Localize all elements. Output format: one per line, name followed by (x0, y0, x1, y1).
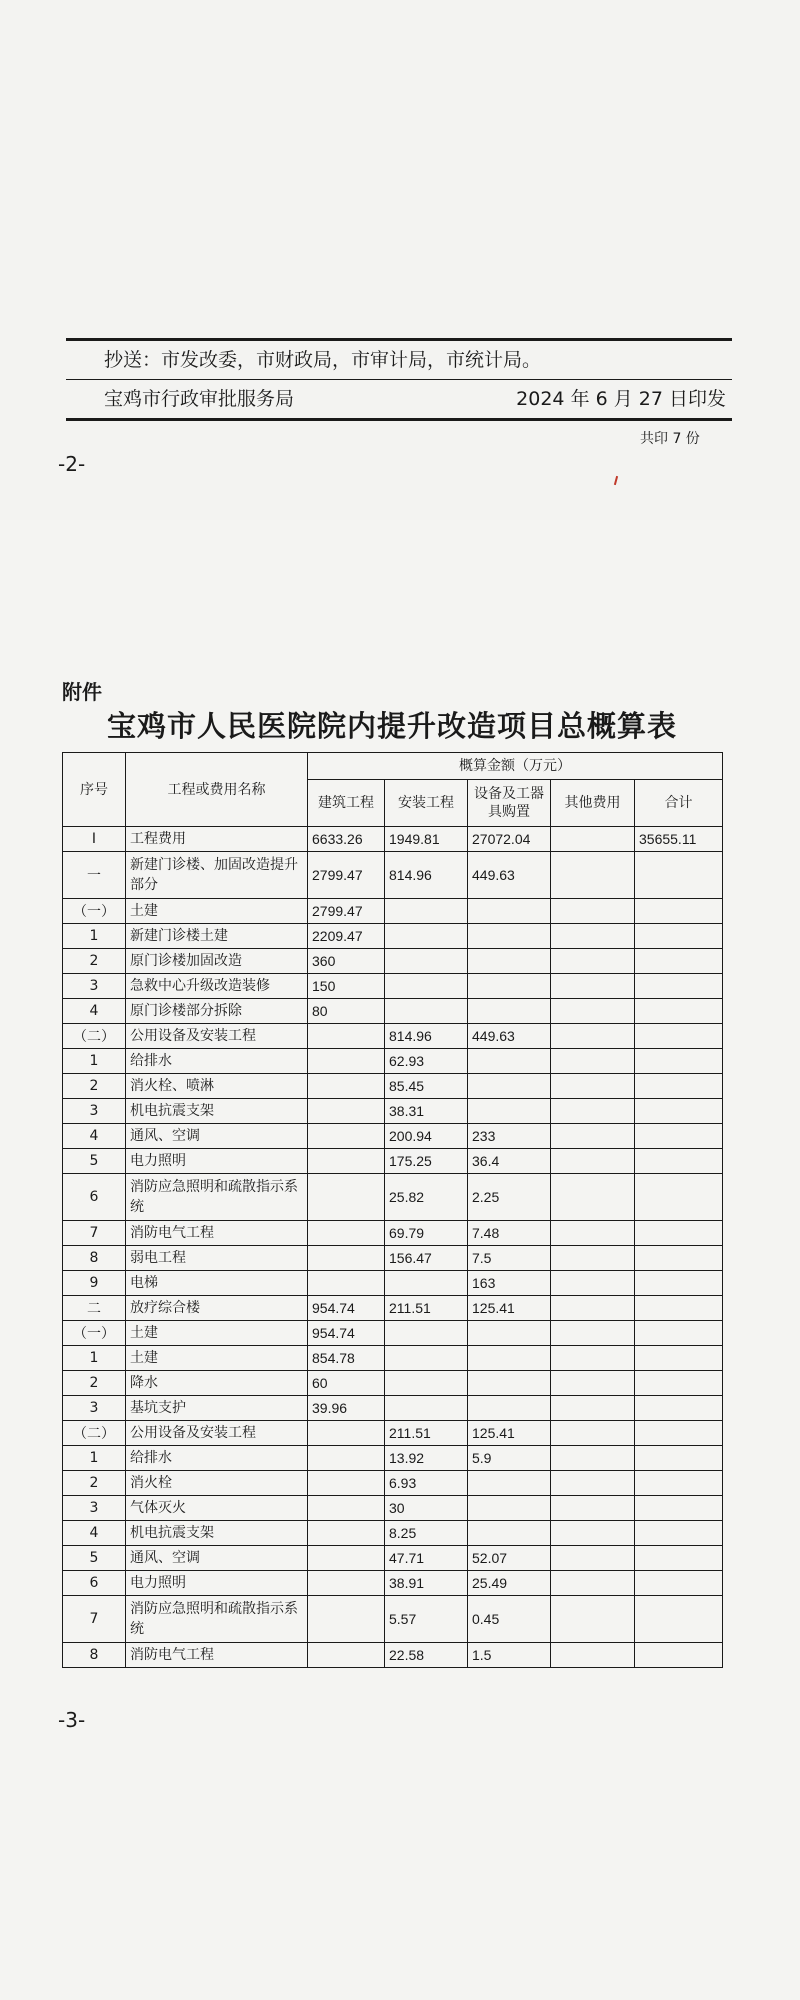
header-install: 安装工程 (385, 780, 468, 827)
cell-total (635, 1124, 723, 1149)
cell-install: 38.91 (385, 1571, 468, 1596)
cell-equip (468, 1099, 551, 1124)
cell-install: 62.93 (385, 1049, 468, 1074)
cell-build (308, 1246, 385, 1271)
copies-count: 共印 7 份 (640, 431, 700, 447)
cell-equip: 233 (468, 1124, 551, 1149)
cell-seq: 一 (63, 852, 126, 899)
cell-equip (468, 1396, 551, 1421)
table-row (63, 999, 723, 1024)
cell-equip: 0.45 (468, 1596, 551, 1643)
cell-install (385, 1321, 468, 1346)
cell-total (635, 1321, 723, 1346)
cell-seq: 5 (63, 1546, 126, 1571)
cell-other (551, 1221, 635, 1246)
cell-name: 消防应急照明和疏散指示系统 (126, 1174, 308, 1221)
cell-total (635, 1396, 723, 1421)
cell-total (635, 1596, 723, 1643)
cell-total (635, 1421, 723, 1446)
cell-other (551, 1471, 635, 1496)
cell-other (551, 1296, 635, 1321)
cell-seq: 3 (63, 1396, 126, 1421)
cell-name: 给排水 (126, 1049, 308, 1074)
header-seq: 序号 (63, 753, 126, 827)
cell-total (635, 1271, 723, 1296)
cell-seq: 4 (63, 1521, 126, 1546)
cell-other (551, 1346, 635, 1371)
cell-name: 新建门诊楼、加固改造提升部分 (126, 852, 308, 899)
table-row (63, 1099, 723, 1124)
cell-equip (468, 1496, 551, 1521)
table-row (63, 949, 723, 974)
cell-total (635, 1024, 723, 1049)
document-title: 宝鸡市人民医院院内提升改造项目总概算表 (106, 709, 677, 743)
cell-seq: 2 (63, 1471, 126, 1496)
cell-name: 机电抗震支架 (126, 1099, 308, 1124)
table-row (63, 1024, 723, 1049)
table-row (63, 1571, 723, 1596)
cell-total (635, 1346, 723, 1371)
cell-seq: 2 (63, 1371, 126, 1396)
cell-equip: 27072.04 (468, 827, 551, 852)
table-row (63, 1149, 723, 1174)
cell-other (551, 924, 635, 949)
table-row (63, 899, 723, 924)
cell-seq: 1 (63, 1049, 126, 1074)
cell-install (385, 1371, 468, 1396)
cell-name: 公用设备及安装工程 (126, 1024, 308, 1049)
cell-equip (468, 1346, 551, 1371)
cell-total (635, 852, 723, 899)
table-row (63, 1074, 723, 1099)
cell-total (635, 1371, 723, 1396)
cell-seq: 二 (63, 1296, 126, 1321)
cell-seq: （一） (63, 1321, 126, 1346)
cell-total: 35655.11 (635, 827, 723, 852)
cell-install (385, 899, 468, 924)
cell-equip: 449.63 (468, 852, 551, 899)
cell-total (635, 1471, 723, 1496)
table-row (63, 1521, 723, 1546)
table-row (63, 924, 723, 949)
cell-seq: 9 (63, 1271, 126, 1296)
cell-other (551, 1174, 635, 1221)
table-row (63, 1421, 723, 1446)
cell-build (308, 1024, 385, 1049)
cell-build (308, 1496, 385, 1521)
cell-total (635, 1496, 723, 1521)
table-row (63, 1221, 723, 1246)
cell-other (551, 1446, 635, 1471)
cell-seq: 1 (63, 924, 126, 949)
cell-equip (468, 1074, 551, 1099)
table-row (63, 1496, 723, 1521)
cell-other (551, 1571, 635, 1596)
cell-seq: 7 (63, 1596, 126, 1643)
header-total: 合计 (635, 780, 723, 827)
table-row (63, 1296, 723, 1321)
cell-install (385, 949, 468, 974)
cell-total (635, 1099, 723, 1124)
cell-other (551, 852, 635, 899)
cell-build (308, 1099, 385, 1124)
cell-install: 156.47 (385, 1246, 468, 1271)
cell-name: 消火栓、喷淋 (126, 1074, 308, 1099)
cell-other (551, 1149, 635, 1174)
cell-name: 给排水 (126, 1446, 308, 1471)
cell-equip (468, 1321, 551, 1346)
table-row (63, 1446, 723, 1471)
cell-build: 954.74 (308, 1296, 385, 1321)
cell-name: 弱电工程 (126, 1246, 308, 1271)
cell-total (635, 899, 723, 924)
cell-other (551, 1496, 635, 1521)
cell-equip: 52.07 (468, 1546, 551, 1571)
table-row (63, 1596, 723, 1643)
cell-build (308, 1643, 385, 1668)
table-row (63, 1271, 723, 1296)
cell-total (635, 949, 723, 974)
cell-total (635, 1446, 723, 1471)
cell-name: 土建 (126, 1321, 308, 1346)
cell-build: 2209.47 (308, 924, 385, 949)
cell-install (385, 1346, 468, 1371)
cell-seq: （二） (63, 1421, 126, 1446)
cell-build (308, 1124, 385, 1149)
cell-name: 工程费用 (126, 827, 308, 852)
header-build: 建筑工程 (308, 780, 385, 827)
cell-install (385, 1396, 468, 1421)
cell-install: 85.45 (385, 1074, 468, 1099)
bottom-rule (66, 418, 732, 421)
cell-other (551, 1421, 635, 1446)
cell-build: 80 (308, 999, 385, 1024)
table-row (63, 1346, 723, 1371)
cell-build (308, 1446, 385, 1471)
cell-seq: 2 (63, 1074, 126, 1099)
cell-build: 150 (308, 974, 385, 999)
cell-seq: （二） (63, 1024, 126, 1049)
table-row (63, 974, 723, 999)
cell-name: 原门诊楼部分拆除 (126, 999, 308, 1024)
cell-other (551, 1321, 635, 1346)
cell-install: 69.79 (385, 1221, 468, 1246)
cell-other (551, 1546, 635, 1571)
table-row (63, 1049, 723, 1074)
cell-equip: 1.5 (468, 1643, 551, 1668)
cell-equip (468, 1371, 551, 1396)
cell-seq: （一） (63, 899, 126, 924)
cell-build (308, 1271, 385, 1296)
cell-other (551, 1521, 635, 1546)
cell-total (635, 999, 723, 1024)
table-row (63, 1471, 723, 1496)
cell-name: 电梯 (126, 1271, 308, 1296)
cell-equip (468, 1049, 551, 1074)
cell-equip (468, 924, 551, 949)
cell-equip: 163 (468, 1271, 551, 1296)
cell-install: 211.51 (385, 1421, 468, 1446)
cell-build (308, 1571, 385, 1596)
table-row (63, 1371, 723, 1396)
cell-name: 通风、空调 (126, 1546, 308, 1571)
cell-other (551, 1099, 635, 1124)
header-row-1 (63, 753, 723, 780)
cell-other (551, 1596, 635, 1643)
cell-install: 200.94 (385, 1124, 468, 1149)
cell-other (551, 1396, 635, 1421)
cell-other (551, 1074, 635, 1099)
cell-name: 电力照明 (126, 1571, 308, 1596)
cell-seq: 5 (63, 1149, 126, 1174)
cell-equip: 125.41 (468, 1296, 551, 1321)
cell-install: 211.51 (385, 1296, 468, 1321)
cell-equip (468, 974, 551, 999)
cell-seq: 3 (63, 974, 126, 999)
header-equip: 设备及工器具购置 (468, 780, 551, 827)
page-number-3: -3- (58, 1708, 86, 1732)
budget-table (62, 752, 723, 1668)
cell-build: 2799.47 (308, 852, 385, 899)
cell-other (551, 1024, 635, 1049)
cell-build (308, 1596, 385, 1643)
cell-other (551, 1271, 635, 1296)
cell-seq: 2 (63, 949, 126, 974)
cell-seq: 7 (63, 1221, 126, 1246)
cc-list: 抄送：市发改委，市财政局，市审计局，市统计局。 (104, 349, 542, 371)
cell-total (635, 1296, 723, 1321)
distribution-block (66, 338, 732, 421)
cell-install: 175.25 (385, 1149, 468, 1174)
cell-other (551, 974, 635, 999)
cell-seq: 6 (63, 1571, 126, 1596)
header-amount-group: 概算金额（万元） (308, 753, 723, 780)
cell-build (308, 1174, 385, 1221)
cell-total (635, 1074, 723, 1099)
cell-seq: 3 (63, 1496, 126, 1521)
cell-equip (468, 1521, 551, 1546)
cell-other (551, 1124, 635, 1149)
cell-name: 消火栓 (126, 1471, 308, 1496)
cell-total (635, 1521, 723, 1546)
table-row (63, 827, 723, 852)
table-row (63, 852, 723, 899)
cell-total (635, 1049, 723, 1074)
cell-build: 6633.26 (308, 827, 385, 852)
cell-build: 360 (308, 949, 385, 974)
cell-install: 6.93 (385, 1471, 468, 1496)
cell-name: 消防应急照明和疏散指示系统 (126, 1596, 308, 1643)
header-other: 其他费用 (551, 780, 635, 827)
cell-install: 1949.81 (385, 827, 468, 852)
cell-build (308, 1049, 385, 1074)
cell-install: 8.25 (385, 1521, 468, 1546)
cell-seq: 8 (63, 1643, 126, 1668)
cell-build (308, 1149, 385, 1174)
cell-install: 5.57 (385, 1596, 468, 1643)
cell-install: 25.82 (385, 1174, 468, 1221)
cell-total (635, 1174, 723, 1221)
cell-total (635, 974, 723, 999)
cell-seq: 8 (63, 1246, 126, 1271)
cell-name: 消防电气工程 (126, 1221, 308, 1246)
cell-equip: 36.4 (468, 1149, 551, 1174)
cell-name: 急救中心升级改造装修 (126, 974, 308, 999)
cell-total (635, 1571, 723, 1596)
cell-total (635, 1246, 723, 1271)
cell-equip: 2.25 (468, 1174, 551, 1221)
cell-build (308, 1471, 385, 1496)
cell-equip: 7.48 (468, 1221, 551, 1246)
cell-build (308, 1546, 385, 1571)
header-name: 工程或费用名称 (126, 753, 308, 827)
cell-equip: 125.41 (468, 1421, 551, 1446)
cell-equip: 25.49 (468, 1571, 551, 1596)
table-row (63, 1174, 723, 1221)
cell-seq: 1 (63, 1346, 126, 1371)
cell-build: 854.78 (308, 1346, 385, 1371)
cell-install (385, 924, 468, 949)
cell-install: 47.71 (385, 1546, 468, 1571)
cell-install: 30 (385, 1496, 468, 1521)
cell-seq: 4 (63, 1124, 126, 1149)
cell-name: 土建 (126, 1346, 308, 1371)
cell-install: 814.96 (385, 1024, 468, 1049)
cell-total (635, 1149, 723, 1174)
cell-equip: 7.5 (468, 1246, 551, 1271)
cell-name: 放疗综合楼 (126, 1296, 308, 1321)
cell-name: 土建 (126, 899, 308, 924)
table-row (63, 1643, 723, 1668)
cell-install (385, 974, 468, 999)
cell-other (551, 949, 635, 974)
cell-seq: 1 (63, 1446, 126, 1471)
cell-name: 机电抗震支架 (126, 1521, 308, 1546)
table-row (63, 1546, 723, 1571)
cell-build (308, 1421, 385, 1446)
cell-seq: I (63, 827, 126, 852)
cell-name: 电力照明 (126, 1149, 308, 1174)
table-row (63, 1246, 723, 1271)
cell-name: 气体灭火 (126, 1496, 308, 1521)
cell-name: 消防电气工程 (126, 1643, 308, 1668)
cell-equip (468, 1471, 551, 1496)
cell-name: 公用设备及安装工程 (126, 1421, 308, 1446)
cell-install: 13.92 (385, 1446, 468, 1471)
cell-total (635, 1643, 723, 1668)
cell-name: 原门诊楼加固改造 (126, 949, 308, 974)
cell-total (635, 1221, 723, 1246)
cell-other (551, 1049, 635, 1074)
cell-build: 39.96 (308, 1396, 385, 1421)
cell-total (635, 924, 723, 949)
annex-label: 附件 (62, 680, 102, 704)
issue-line (66, 380, 732, 418)
table-row (63, 1124, 723, 1149)
cell-name: 降水 (126, 1371, 308, 1396)
cell-install (385, 1271, 468, 1296)
cell-build: 60 (308, 1371, 385, 1396)
cell-install: 38.31 (385, 1099, 468, 1124)
cell-name: 基坑支护 (126, 1396, 308, 1421)
cell-build (308, 1521, 385, 1546)
table-row (63, 1396, 723, 1421)
cell-equip: 449.63 (468, 1024, 551, 1049)
issue-date: 2024 年 6 月 27 日印发 (516, 388, 726, 410)
cell-other (551, 899, 635, 924)
cell-build (308, 1074, 385, 1099)
table-row (63, 1321, 723, 1346)
cell-equip (468, 999, 551, 1024)
cell-build (308, 1221, 385, 1246)
cell-seq: 4 (63, 999, 126, 1024)
cell-seq: 6 (63, 1174, 126, 1221)
cell-name: 新建门诊楼土建 (126, 924, 308, 949)
cell-install: 814.96 (385, 852, 468, 899)
cell-seq: 3 (63, 1099, 126, 1124)
budget-table-body (63, 827, 723, 1668)
cell-other (551, 827, 635, 852)
cell-install (385, 999, 468, 1024)
cell-other (551, 1371, 635, 1396)
cell-build: 2799.47 (308, 899, 385, 924)
cell-other (551, 1643, 635, 1668)
cell-name: 通风、空调 (126, 1124, 308, 1149)
page-number-2: -2- (58, 452, 86, 476)
cell-equip: 5.9 (468, 1446, 551, 1471)
cell-other (551, 999, 635, 1024)
cell-other (551, 1246, 635, 1271)
cell-equip (468, 899, 551, 924)
issuer-name: 宝鸡市行政审批服务局 (104, 388, 295, 410)
cell-install: 22.58 (385, 1643, 468, 1668)
cell-total (635, 1546, 723, 1571)
cell-equip (468, 949, 551, 974)
cell-build: 954.74 (308, 1321, 385, 1346)
